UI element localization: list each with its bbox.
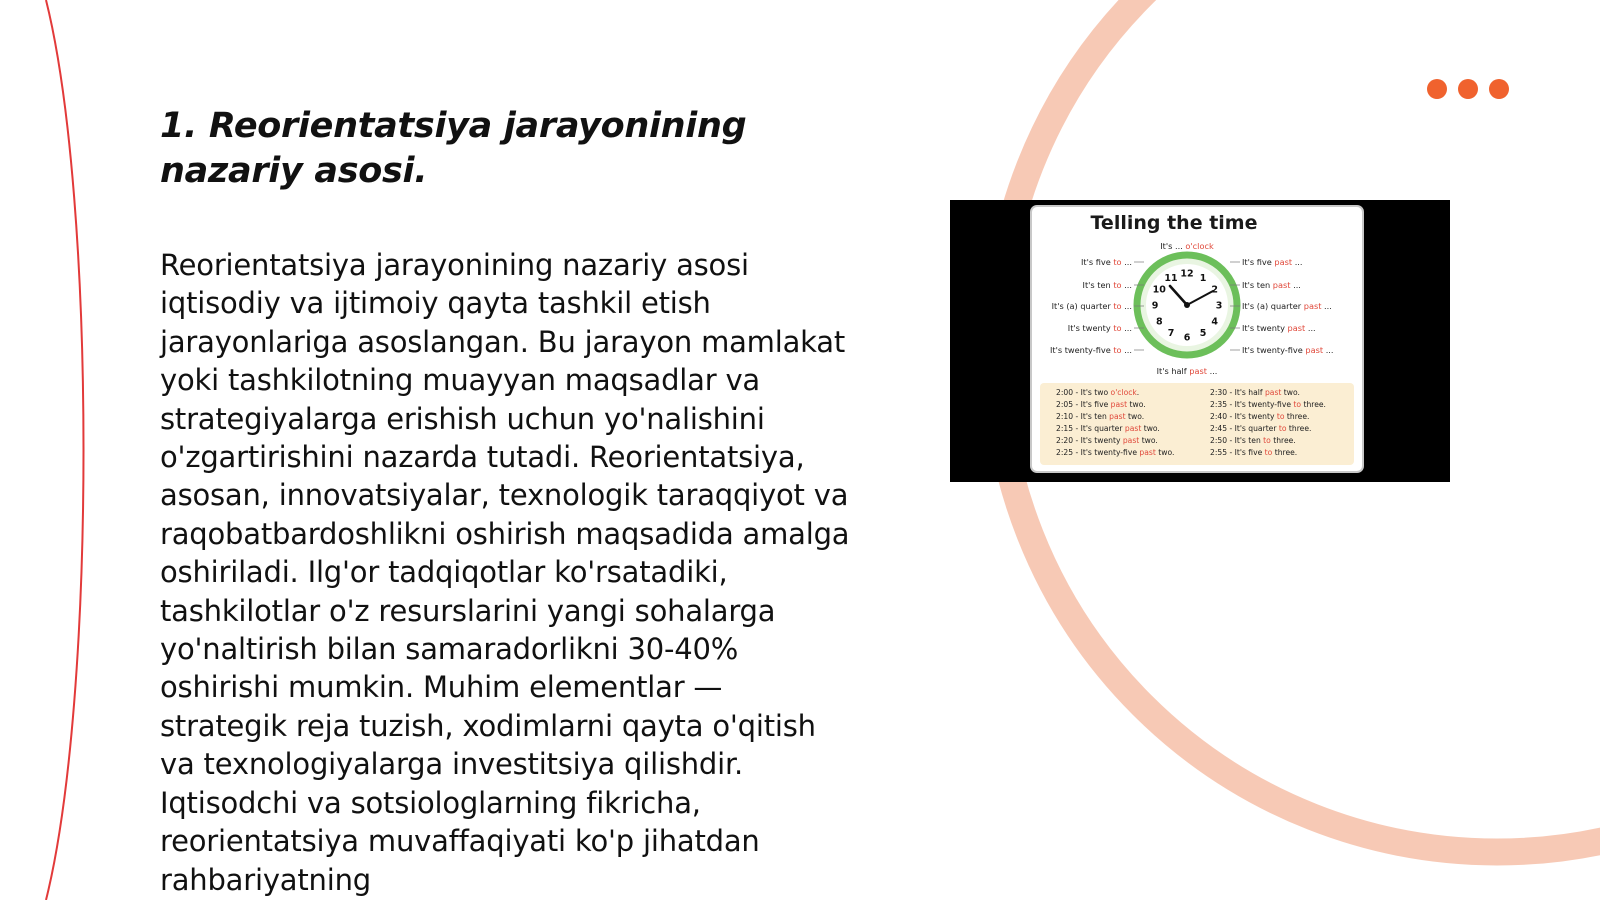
clock-number: 10 — [1152, 284, 1166, 296]
poster-graphic — [1032, 207, 1362, 471]
table-row: 2:25 - It's twenty-five past two. — [1056, 448, 1175, 457]
left-time-label: It's ten to ... — [1082, 280, 1132, 290]
table-row: 2:20 - It's twenty past two. — [1056, 436, 1158, 445]
right-time-label: It's twenty past ... — [1242, 323, 1316, 333]
table-row: 2:35 - It's twenty-five to three. — [1210, 400, 1326, 409]
clock-number: 4 — [1211, 316, 1219, 328]
table-row: 2:10 - It's ten past two. — [1056, 412, 1145, 421]
bottom-label: It's half past ... — [1156, 366, 1218, 376]
clock-number: 1 — [1199, 272, 1207, 284]
clock-number: 9 — [1151, 300, 1159, 312]
table-row: 2:05 - It's five past two. — [1056, 400, 1146, 409]
clock-number: 3 — [1215, 300, 1223, 312]
poster-title: Telling the time — [1090, 212, 1258, 234]
dot — [1489, 79, 1509, 99]
top-label: It's ... o'clock — [1160, 241, 1214, 251]
left-time-label: It's twenty to ... — [1067, 323, 1132, 333]
clock-number: 12 — [1180, 268, 1194, 280]
clock-number: 7 — [1167, 328, 1175, 340]
clock-number: 8 — [1155, 316, 1163, 328]
telling-the-time-poster — [1030, 205, 1364, 473]
right-time-label: It's five past ... — [1242, 257, 1303, 267]
dot — [1458, 79, 1478, 99]
table-row: 2:45 - It's quarter to three. — [1210, 424, 1312, 433]
menu-dots-icon — [1427, 79, 1509, 99]
left-time-label: It's five to ... — [1080, 257, 1132, 267]
right-time-label: It's (a) quarter past ... — [1242, 301, 1332, 311]
table-row: 2:40 - It's twenty to three. — [1210, 412, 1310, 421]
left-time-label: It's twenty-five to ... — [1049, 345, 1132, 355]
clock-number: 2 — [1211, 284, 1219, 296]
clock-number: 5 — [1199, 328, 1207, 340]
clock-number: 11 — [1164, 272, 1178, 284]
table-row: 2:00 - It's two o'clock. — [1056, 388, 1140, 397]
right-time-label: It's twenty-five past ... — [1242, 345, 1334, 355]
dot — [1427, 79, 1447, 99]
slide-title: 1. Reorientatsiya jarayonining nazariy asosi. — [160, 106, 747, 191]
red-edge-line — [46, 0, 84, 900]
slide-body-text: Reorientatsiya jarayonining nazariy asosi iqtisodiy va ijtimoiy qayta tashkil etish jarayonlariga asoslangan. Bu jarayon mamlakat yoki tashkilotning muayyan maqsadlar va strategiyalarga erishish uchun yo'nalishini o'zgartirishini nazarda tutadi. Reorientatsiya, asosan, innovatsiyalar, texnologik taraqqiyot va raqobatbardoshlikni oshirish maqsadida amalga oshiriladi. Ilg'or tadqiqotlar ko'rsatadiki, tashkilotlar o'z resurslarini yangi sohalarga yo'naltirish bilan samaradorlikni 30-40% oshirishi mumkin. Muhim elementlar — strategik reja tuzish, xodimlarni qayta o'qitish va texnologiyalarga investitsiya qilishdir. Iqtisodchi va sotsiologlarning fikricha, reorientatsiya muvaffaqiyati ko'p jihatdan rahbariyatning — [160, 248, 850, 897]
embedded-image-frame — [950, 200, 1450, 482]
clock-number: 6 — [1183, 332, 1191, 344]
table-row: 2:55 - It's five to three. — [1210, 448, 1298, 457]
clock-icon — [1135, 253, 1239, 357]
left-time-label: It's (a) quarter to ... — [1051, 301, 1132, 311]
right-time-label: It's ten past ... — [1242, 280, 1301, 290]
table-row: 2:15 - It's quarter past two. — [1056, 424, 1160, 433]
table-row: 2:50 - It's ten to three. — [1210, 436, 1296, 445]
table-row: 2:30 - It's half past two. — [1210, 388, 1300, 397]
